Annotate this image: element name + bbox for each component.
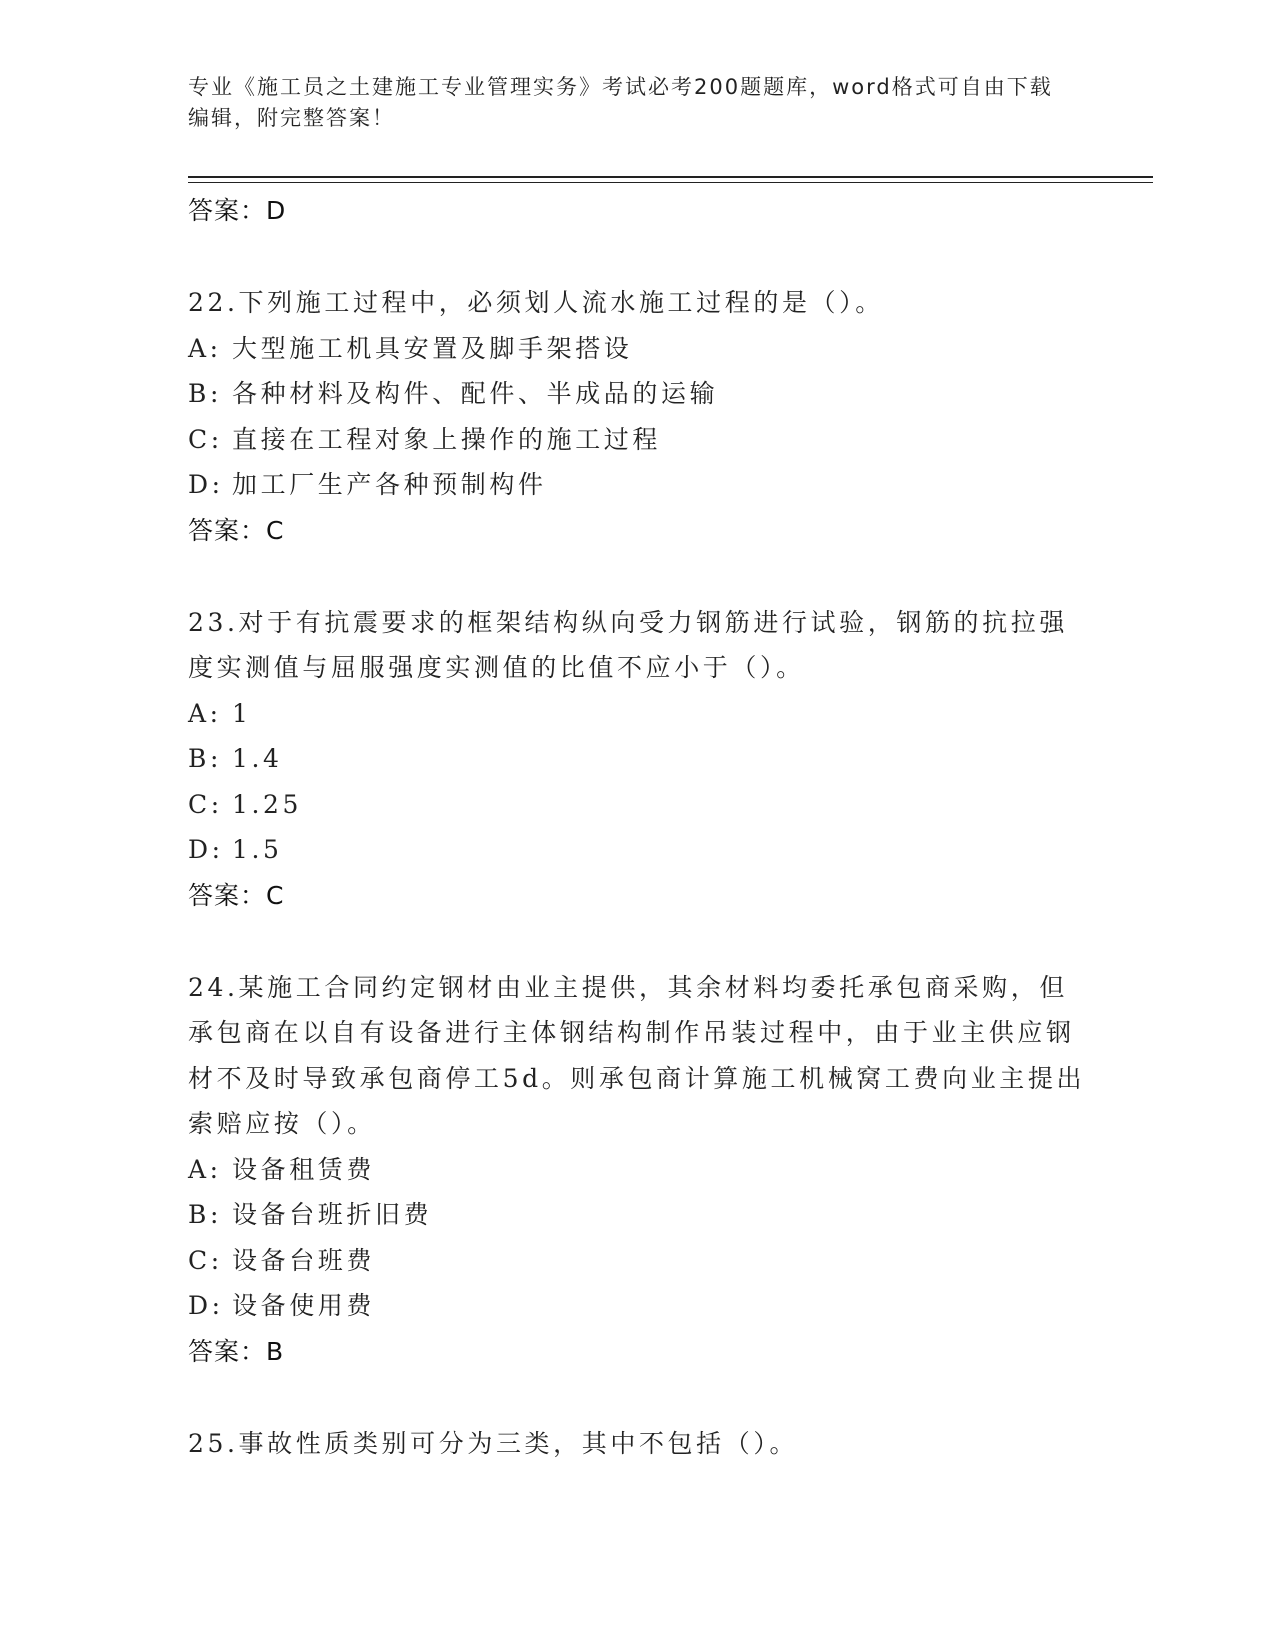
answer-label: 答案：B	[188, 1336, 285, 1366]
answer-label: 答案：D	[188, 196, 287, 225]
question-23	[188, 600, 1088, 919]
option-text: 直接在工程对象上操作的施工过程	[232, 424, 662, 454]
option-text: 1	[232, 698, 252, 728]
option-key: C:	[188, 1245, 223, 1275]
option-d	[188, 827, 1088, 873]
option-key: C:	[188, 789, 223, 819]
option-key: A:	[188, 333, 222, 363]
option-text: 大型施工机具安置及脚手架搭设	[232, 333, 633, 363]
option-c	[188, 782, 1088, 828]
option-text: 1.25	[232, 789, 303, 819]
answer-label: 答案：C	[188, 880, 285, 910]
option-c	[188, 417, 1088, 463]
option-b	[188, 371, 1088, 417]
option-d	[188, 462, 1088, 508]
option-text: 1.4	[232, 744, 283, 773]
option-text: 设备台班费	[232, 1245, 376, 1275]
question-stem: 23.对于有抗震要求的框架结构纵向受力钢筋进行试验，钢筋的抗拉强度实测值与屈服强度实测值的比值不应小于（）。	[188, 607, 1068, 682]
answer-label: 答案：C	[188, 515, 285, 545]
document-body	[188, 188, 1088, 1512]
option-a	[188, 1147, 1088, 1193]
option-key: A:	[188, 1154, 222, 1184]
option-text: 设备台班折旧费	[232, 1200, 433, 1229]
option-key: A:	[188, 698, 222, 728]
option-c	[188, 1238, 1088, 1284]
option-key: D:	[188, 835, 224, 864]
question-stem: 22.下列施工过程中，必须划人流水施工过程的是（）。	[188, 288, 884, 317]
option-a	[188, 326, 1088, 372]
question-24	[188, 965, 1088, 1375]
option-b	[188, 1192, 1088, 1238]
option-a	[188, 691, 1088, 737]
question-22	[188, 280, 1088, 554]
question-stem: 25.事故性质类别可分为三类，其中不包括（）。	[188, 1428, 799, 1458]
option-text: 设备租赁费	[232, 1154, 376, 1184]
option-key: C:	[188, 424, 223, 454]
option-key: D:	[188, 1291, 224, 1320]
option-key: B:	[188, 379, 222, 408]
option-d	[188, 1283, 1088, 1329]
option-b	[188, 736, 1088, 782]
document-header: 专业《施工员之土建施工专业管理实务》考试必考200题题库，word格式可自由下载编辑，附完整答案！	[188, 75, 1053, 130]
header-rule-thick	[188, 176, 1153, 178]
option-text: 1.5	[232, 835, 283, 864]
header-rule-thin	[188, 182, 1153, 183]
option-key: D:	[188, 470, 224, 499]
question-25	[188, 1421, 1088, 1467]
option-text: 设备使用费	[232, 1291, 376, 1320]
option-key: B:	[188, 1200, 222, 1229]
option-text: 加工厂生产各种预制构件	[232, 470, 547, 499]
question-stem: 24.某施工合同约定钢材由业主提供，其余材料均委托承包商采购，但承包商在以自有设备进行主体钢结构制作吊装过程中，由于业主供应钢材不及时导致承包商停工5d。则承包商计算施工机械窝工费向业主提出索赔应按（）。	[188, 972, 1086, 1138]
option-text: 各种材料及构件、配件、半成品的运输	[232, 379, 719, 408]
option-key: B:	[188, 744, 222, 773]
